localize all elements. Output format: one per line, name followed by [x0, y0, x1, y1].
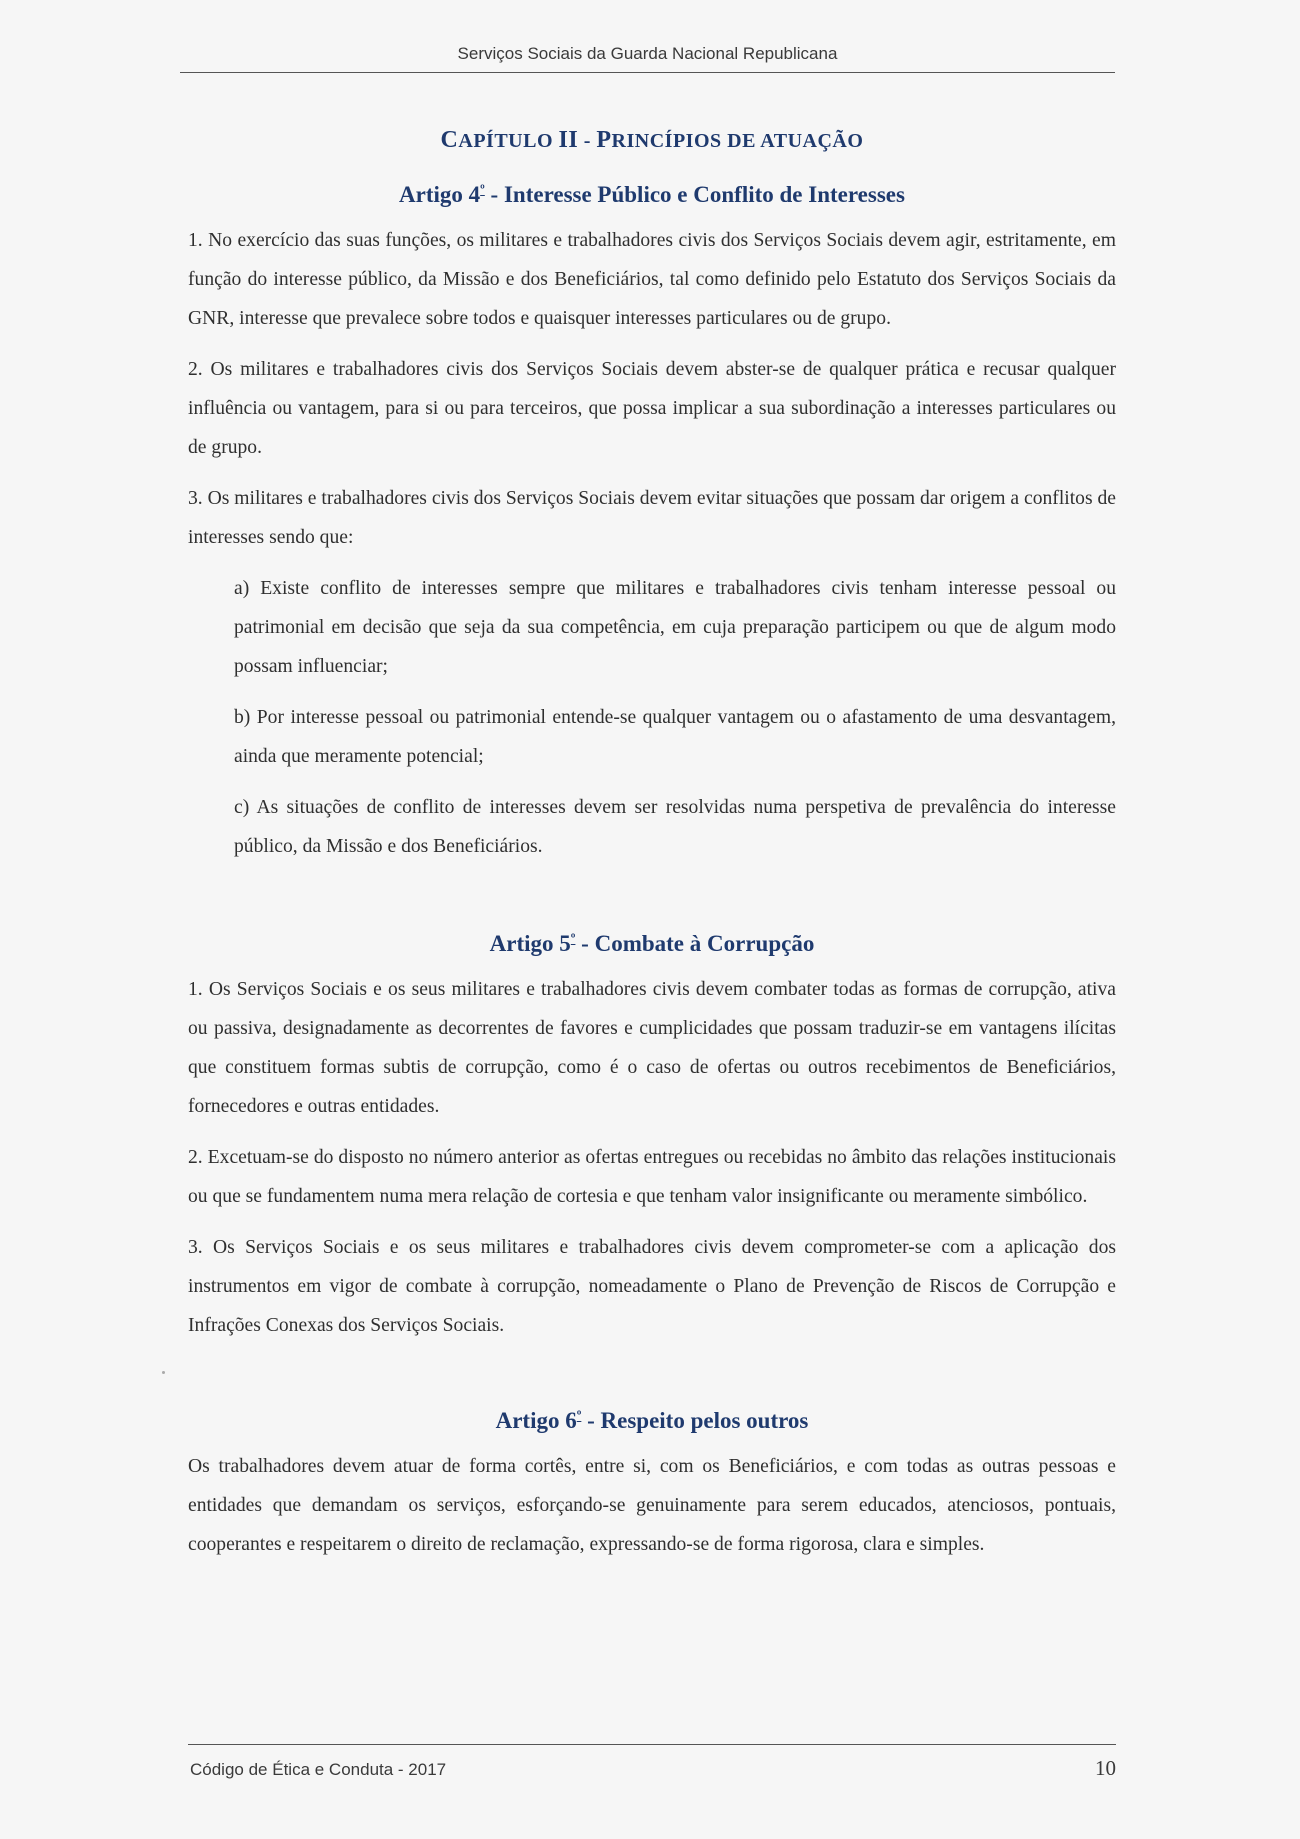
article-4-item-c: c) As situações de conflito de interesses devem ser resolvidas numa perspetiva de prevalência do interesse público, da Missão e dos Beneficiários.	[234, 797, 1116, 857]
chapter-title-dash: -	[578, 130, 597, 152]
article-4-paragraph-3: 3. Os militares e trabalhadores civis dos Serviços Sociais devem evitar situações que possam dar origem a conflitos de interesses sendo que:	[188, 488, 1116, 548]
article-5-ordinal: º	[570, 932, 576, 947]
article-5-title	[188, 920, 1116, 964]
chapter-title-initial-2: P	[596, 127, 612, 153]
chapter-title-initial: C	[440, 127, 459, 153]
article-6-title	[188, 1397, 1116, 1441]
article-4-paragraph-2: 2. Os militares e trabalhadores civis dos Serviços Sociais devem abster-se de qualquer prática e recusar qualquer influência ou vantagem, para si ou para terceiros, que possa implicar a sua subordinação a interesses particulares ou de grupo.	[188, 359, 1116, 458]
article-5-paragraph-3: 3. Os Serviços Sociais e os seus militares e trabalhadores civis devem comprometer-se com a aplicação dos instrumentos em vigor de combate à corrupção, nomeadamente o Plano de Prevenção de Riscos de Corrupção e Infrações Conexas dos Serviços Sociais.	[188, 1237, 1116, 1336]
article-6-prefix: Artigo 6	[495, 1408, 577, 1433]
header-rule	[180, 72, 1115, 73]
page-number: 10	[1095, 1756, 1116, 1780]
article-5-suffix: - Combate à Corrupção	[575, 931, 815, 956]
article-4-item-a: a) Existe conflito de interesses sempre que militares e trabalhadores civis tenham interesse pessoal ou patrimonial em decisão que seja da sua competência, em cuja preparação participem ou que de algum modo possam influenciar;	[234, 578, 1116, 677]
article-4-ordinal: º	[480, 183, 485, 198]
article-4-title	[188, 171, 1116, 215]
running-header: Serviços Sociais da Guarda Nacional Republicana	[457, 44, 838, 63]
article-5-paragraph-2: 2. Excetuam-se do disposto no número anterior as ofertas entregues ou recebidas no âmbito das relações institucionais ou que se fundamentem numa mera relação de cortesia e que tenham valor insignificante ou meramente simbólico.	[188, 1147, 1116, 1207]
article-5-prefix: Artigo 5	[489, 931, 571, 956]
section-spacer	[188, 878, 1116, 920]
section-spacer	[188, 1357, 1116, 1397]
chapter-title-roman: II	[558, 127, 579, 153]
page-content	[188, 122, 1116, 1576]
footer-document-title: Código de Ética e Conduta - 2017	[190, 1760, 447, 1779]
article-6-paragraph-1: Os trabalhadores devem atuar de forma cortês, entre si, com os Beneficiários, e com todas as outras pessoas e entidades que demandam os serviços, esforçando-se genuinamente para serem educados, atenciosos, pontuais, cooperantes e respeitarem o direito de reclamação, expressando-se de forma rigorosa, clara e simples.	[188, 1456, 1116, 1555]
chapter-title-rest: RINCÍPIOS DE ATUAÇÃO	[611, 130, 864, 152]
chapter-title	[188, 122, 1116, 159]
article-4-prefix: Artigo 4	[399, 182, 481, 207]
article-4-suffix: - Interesse Público e Conflito de Interesses	[484, 182, 905, 207]
article-6-ordinal: º	[576, 1409, 582, 1424]
footer-rule	[188, 1744, 1116, 1745]
article-6-suffix: - Respeito pelos outros	[581, 1408, 809, 1433]
scan-speck	[162, 1371, 165, 1374]
article-5-paragraph-1: 1. Os Serviços Sociais e os seus militares e trabalhadores civis devem combater todas as formas de corrupção, ativa ou passiva, designadamente as decorrentes de favores e cumplicidades que possam traduzir-se em vantagens ilícitas que constituem formas subtis de corrupção, como é o caso de ofertas ou outros recebimentos de Beneficiários, fornecedores e outras entidades.	[188, 979, 1116, 1117]
chapter-title-word: APÍTULO	[458, 130, 559, 152]
article-4-item-b: b) Por interesse pessoal ou patrimonial entende-se qualquer vantagem ou o afastamento de uma desvantagem, ainda que meramente potencial;	[234, 707, 1116, 767]
article-4-paragraph-1: 1. No exercício das suas funções, os militares e trabalhadores civis dos Serviços Sociais devem agir, estritamente, em função do interesse público, da Missão e dos Beneficiários, tal como definido pelo Estatuto dos Serviços Sociais da GNR, interesse que prevalece sobre todos e quaisquer interesses particulares ou de grupo.	[188, 230, 1116, 329]
